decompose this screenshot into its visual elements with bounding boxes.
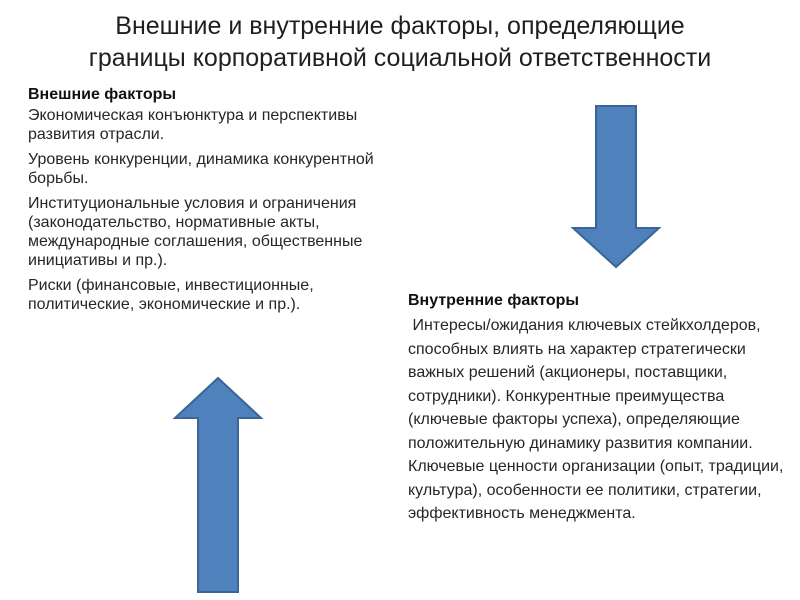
- external-factor-item: Уровень конкуренции, динамика конкурентной борьбы.: [28, 151, 374, 187]
- external-factor-item: Институциональные условия и ограничения (законодательство, нормативные акты, международные соглашения, общественные инициативы и пр.).: [28, 195, 363, 269]
- arrow-up-shape: [175, 378, 261, 592]
- slide-title: [40, 10, 760, 74]
- internal-factors-block: [408, 290, 793, 526]
- external-factor-item: Риски (финансовые, инвестиционные, политические, экономические и пр.).: [28, 277, 314, 313]
- external-factors-block: [28, 84, 398, 320]
- arrow-down-shape: [573, 106, 659, 267]
- internal-factor-item: Ключевые ценности организации (опыт, традиции, культура), особенности ее политики, стратегии, эффективность менеджмента.: [408, 458, 784, 522]
- arrow-down-icon: [570, 104, 662, 270]
- arrow-up-icon: [172, 376, 264, 594]
- external-factors-heading: Внешние факторы: [28, 86, 177, 103]
- title-line-1: Внешние и внутренние факторы, определяющие: [115, 12, 685, 40]
- internal-factor-item: Интересы/ожидания ключевых стейкхолдеров, способных влиять на характер стратегически важных решений (акционеры, поставщики, сотрудники). Конкурентные преимущества (ключевые факторы успеха), определяющие положительную динамику развития компании.: [408, 317, 766, 452]
- title-line-2: границы корпоративной социальной ответственности: [88, 44, 712, 72]
- external-factor-item: Экономическая конъюнктура и перспективы развития отрасли.: [28, 107, 358, 143]
- internal-factors-heading: Внутренние факторы: [408, 292, 580, 309]
